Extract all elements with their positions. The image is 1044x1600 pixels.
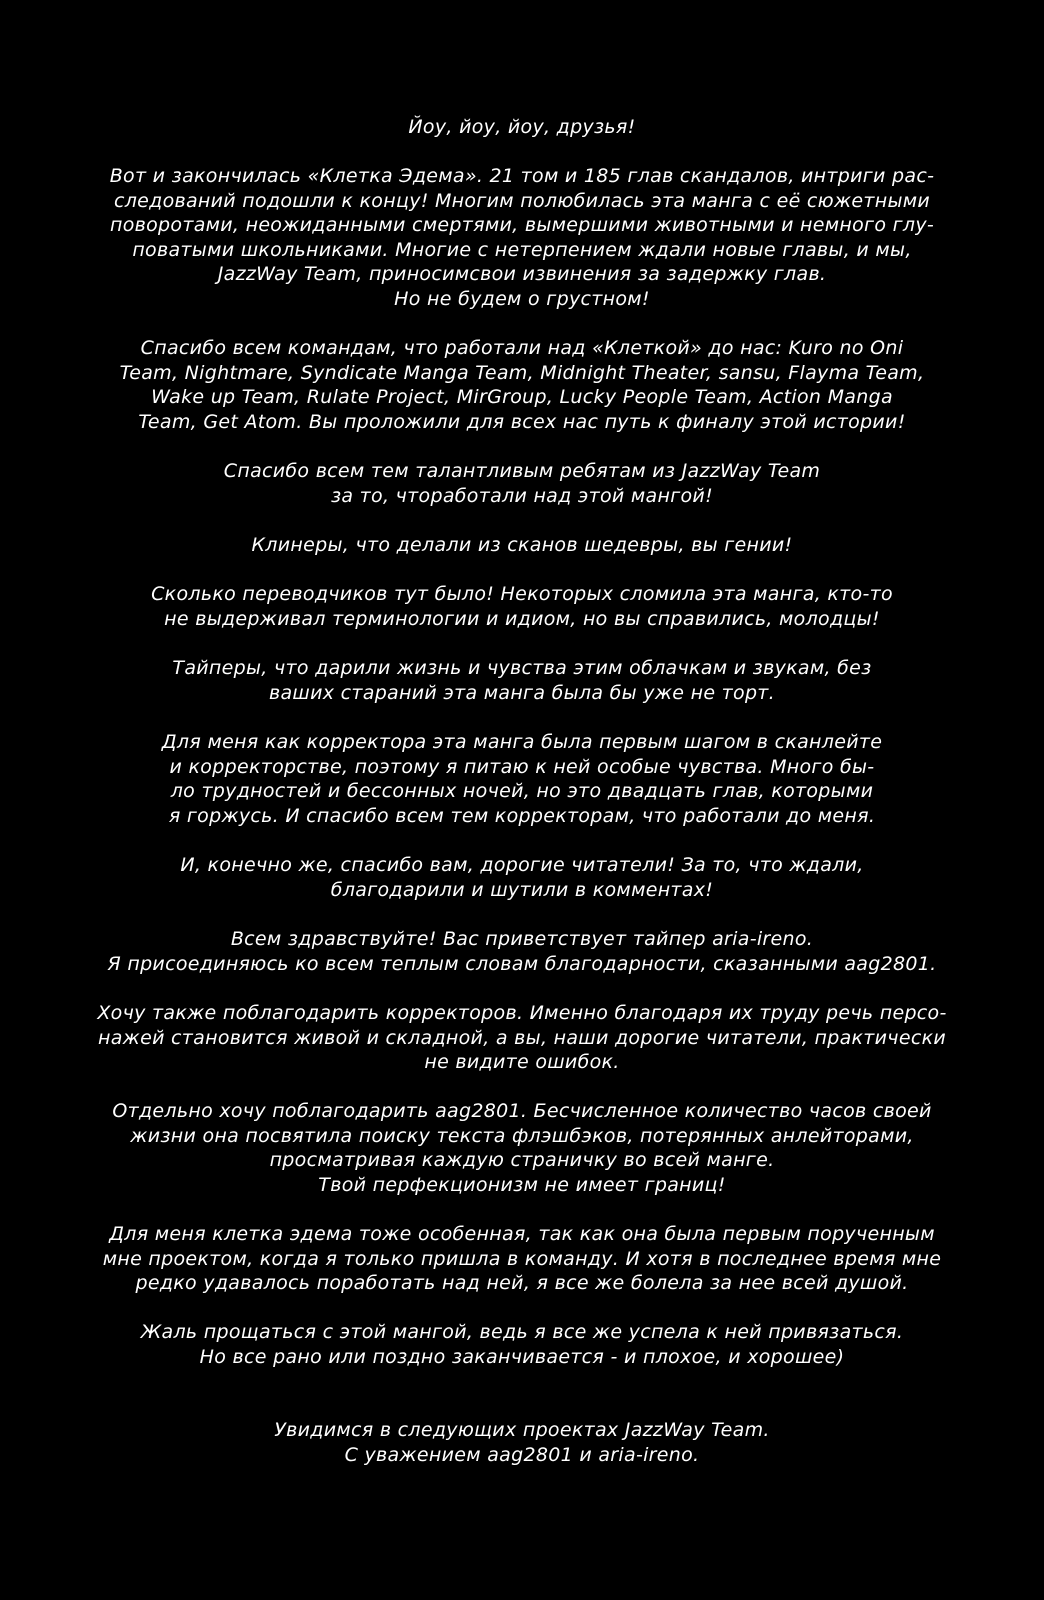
text-line: Но все рано или поздно заканчивается - и плохое, и хорошее) xyxy=(199,1345,845,1368)
translators-paragraph xyxy=(50,582,994,631)
text-line: редко удавалось поработать над ней, я все же болела за нее всей душой. xyxy=(135,1272,909,1294)
text-line: Я присоединяюсь ко всем теплым словам благодарности, сказанными aag2801. xyxy=(107,952,937,975)
text-line: Твой перфекционизм не имеет границ! xyxy=(318,1173,726,1196)
text-line: Для меня как корректора эта манга была первым шагом в сканлейте xyxy=(161,731,883,753)
text-line: мне проектом, когда я только пришла в команду. И хотя в последнее время мне xyxy=(102,1247,942,1270)
text-line: Клинеры, что делали из сканов шедевры, вы гении! xyxy=(251,534,793,556)
special-project-paragraph xyxy=(50,1222,994,1296)
proofreaders-thanks-paragraph xyxy=(50,1001,994,1075)
greeting-paragraph xyxy=(50,115,994,140)
text-line: за то, чтоработали над этой мангой! xyxy=(331,484,713,507)
proofreader-paragraph xyxy=(50,730,994,828)
text-line: С уважением aag2801 и aria-ireno. xyxy=(344,1443,700,1466)
cleaners-paragraph xyxy=(50,533,994,558)
jazzway-thanks-paragraph xyxy=(50,459,994,508)
text-line: Йоу, йоу, йоу, друзья! xyxy=(408,116,636,138)
text-line: поворотами, неожиданными смертями, вымершими животными и немного глу- xyxy=(109,214,935,236)
text-line: Увидимся в следующих проектах JazzWay Team. xyxy=(274,1419,770,1441)
text-line: Всем здравствуйте! Вас приветствует тайпер aria-ireno. xyxy=(230,928,814,950)
signature-paragraph xyxy=(50,1418,994,1467)
text-line: Спасибо всем тем талантливым ребятам из JazzWay Team xyxy=(223,460,821,482)
text-line: Отдельно хочу поблагодарить aag2801. Бесчисленное количество часов своей xyxy=(112,1100,932,1122)
text-line: поватыми школьниками. Многие с нетерпением ждали новые главы, и мы, xyxy=(132,238,912,261)
text-line: Жаль прощаться с этой мангой, ведь я все же успела к ней привязаться. xyxy=(140,1321,904,1343)
text-line: Тайперы, что дарили жизнь и чувства этим облачкам и звукам, без xyxy=(172,657,872,679)
text-line: JazzWay Team, приносимсвои извинения за задержку глав. xyxy=(217,263,827,285)
text-line: И, конечно же, спасибо вам, дорогие читатели! За то, что ждали, xyxy=(180,854,864,876)
text-line: и корректорстве, поэтому я питаю к ней особые чувства. Много бы- xyxy=(169,755,875,778)
text-line: Wake up Team, Rulate Project, MirGroup, Lucky People Team, Action Manga xyxy=(151,386,893,408)
text-line: просматривая каждую страничку во всей манге. xyxy=(269,1149,775,1171)
text-line: Спасибо всем командам, что работали над «Клеткой» до нас: Kuro no Oni xyxy=(140,337,904,359)
text-line: следований подошли к концу! Многим полюбилась эта манга с её сюжетными xyxy=(113,189,931,212)
text-line: Team, Get Atom. Вы проложили для всех нас путь к финалу этой истории! xyxy=(138,410,906,433)
text-line: Вот и закончилась «Клетка Эдема». 21 том и 185 глав скандалов, интриги рас- xyxy=(109,165,935,187)
intro-paragraph xyxy=(50,164,994,311)
teams-thanks-paragraph xyxy=(50,336,994,434)
text-line: я горжусь. И спасибо всем тем корректорам, что работали до меня. xyxy=(168,804,876,827)
text-line: жизни она посвятила поиску текста флэшбэков, потерянных анлейторами, xyxy=(130,1124,914,1147)
text-line: ваших стараний эта манга была бы уже не торт. xyxy=(268,681,776,704)
text-line: Team, Nightmare, Syndicate Manga Team, Midnight Theater, sansu, Flayma Team, xyxy=(119,361,925,384)
readers-thanks-paragraph xyxy=(50,853,994,902)
text-line: нажей становится живой и складной, а вы, наши дорогие читатели, практически xyxy=(98,1026,946,1049)
text-line: Для меня клетка эдема тоже особенная, так как она была первым порученным xyxy=(109,1223,935,1245)
text-line: не видите ошибок. xyxy=(424,1051,620,1073)
typers-paragraph xyxy=(50,656,994,705)
text-line: Хочу также поблагодарить корректоров. Именно благодаря их труду речь персо- xyxy=(97,1002,947,1024)
typer-greeting-paragraph xyxy=(50,927,994,976)
text-line: ло трудностей и бессонных ночей, но это двадцать глав, которыми xyxy=(170,780,874,802)
text-line: Сколько переводчиков тут было! Некоторых сломила эта манга, кто-то xyxy=(151,583,893,605)
aag2801-thanks-paragraph xyxy=(50,1099,994,1197)
farewell-paragraph xyxy=(50,1320,994,1369)
text-line: Но не будем о грустном! xyxy=(394,287,650,310)
text-line: благодарили и шутили в комментах! xyxy=(330,878,714,901)
text-line: не выдерживал терминологии и идиом, но вы справились, молодцы! xyxy=(164,607,880,630)
